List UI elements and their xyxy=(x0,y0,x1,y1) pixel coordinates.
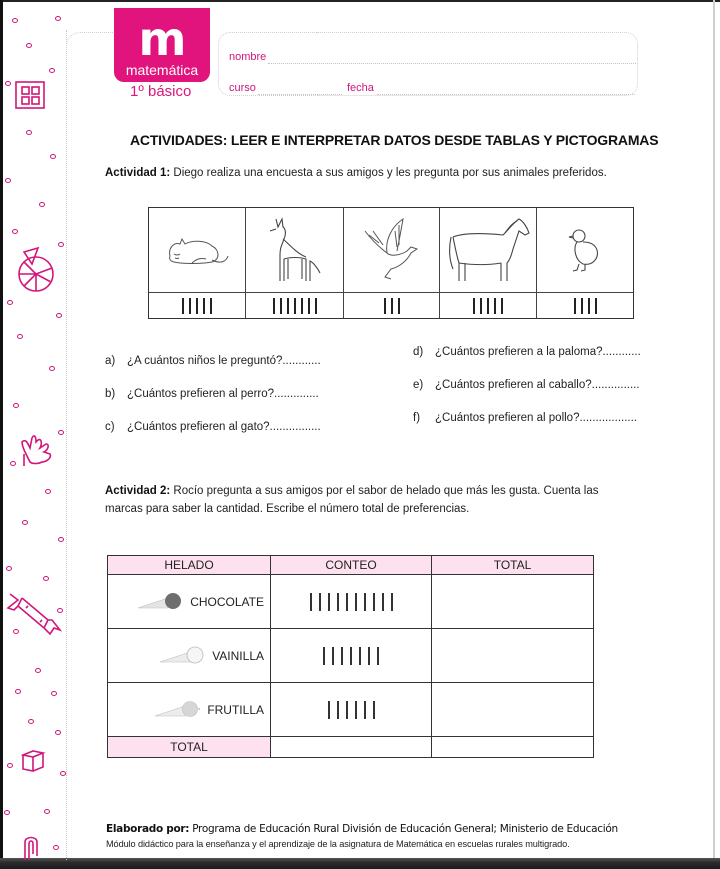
animal-cell-caballo xyxy=(440,208,537,293)
pie-slice-icon xyxy=(16,246,56,294)
decor-dot-icon xyxy=(56,313,62,318)
curso-label: curso xyxy=(229,82,256,94)
decor-dot-icon xyxy=(49,68,55,73)
animal-cell-paloma xyxy=(344,208,440,293)
table-row-chocolate xyxy=(108,575,594,629)
decor-dot-icon xyxy=(22,520,28,525)
page-right-edge xyxy=(713,0,715,860)
tally-marks xyxy=(473,298,503,314)
decor-dot-icon xyxy=(13,629,19,634)
matematica-logo xyxy=(114,8,210,82)
chocolate-ice-cream-icon xyxy=(136,592,184,612)
table-header-row xyxy=(108,556,594,575)
total-total-cell[interactable] xyxy=(432,737,594,758)
decor-dot-icon xyxy=(58,537,64,542)
flavor-label: CHOCOLATE xyxy=(190,594,264,609)
margin-dotted-line xyxy=(66,30,67,860)
cube-icon xyxy=(21,747,47,773)
decor-dot-icon xyxy=(10,461,16,466)
strawberry-ice-cream-icon xyxy=(153,700,201,720)
tally-caballo xyxy=(440,293,537,318)
decor-dot-icon xyxy=(58,242,64,247)
decor-dot-icon xyxy=(5,81,11,86)
tally-perro xyxy=(246,293,344,318)
header-conteo: CONTEO xyxy=(271,556,432,575)
total-label: TOTAL xyxy=(108,737,271,758)
decor-dot-icon xyxy=(45,489,51,494)
header-total: TOTAL xyxy=(432,556,594,575)
window-left-border xyxy=(0,0,3,869)
tally-marks xyxy=(384,298,400,314)
vanilla-ice-cream-icon xyxy=(158,646,206,666)
curso-input-line[interactable] xyxy=(258,94,342,95)
decor-dot-icon xyxy=(17,334,23,339)
activity1-instructions xyxy=(105,164,607,183)
table-row-vainilla xyxy=(108,629,594,683)
animal-cell-perro xyxy=(246,208,344,293)
total-input-frutilla[interactable] xyxy=(432,683,594,737)
decor-dot-icon xyxy=(49,366,55,371)
nombre-input-line[interactable] xyxy=(268,63,636,64)
decor-dot-icon xyxy=(53,845,59,850)
decor-dot-icon xyxy=(35,668,41,673)
chick-icon xyxy=(567,226,603,274)
decor-dot-icon xyxy=(57,608,63,613)
animals-table xyxy=(148,207,634,319)
tally-marks xyxy=(182,298,212,314)
tally-marks xyxy=(271,701,431,719)
decor-dot-icon xyxy=(12,18,18,23)
decor-dot-icon xyxy=(26,130,32,135)
animal-cell-pollo xyxy=(537,208,633,293)
fecha-input-line[interactable] xyxy=(377,94,635,95)
tally-marks xyxy=(271,593,431,611)
decor-dot-icon xyxy=(51,691,57,696)
footer-credit: Elaborado por: Programa de Educación Rural División de Educación General; Ministerio de Educación xyxy=(106,823,618,835)
activity1-label: Actividad 1: xyxy=(105,167,171,179)
decor-dot-icon xyxy=(7,763,13,768)
flavor-label: VAINILLA xyxy=(212,648,264,663)
cat-icon xyxy=(162,230,232,270)
activity2-instructions: Actividad 2: Rocío pregunta a sus amigos por el sabor de helado que más les gusta. Cuenta las xyxy=(105,485,599,497)
question-c: c) ¿Cuántos prefieren al gato?................ xyxy=(105,421,321,433)
logo-word: matemática xyxy=(125,62,199,78)
decor-dot-icon xyxy=(50,154,56,159)
decor-dot-icon xyxy=(12,229,18,234)
total-input-chocolate[interactable] xyxy=(432,575,594,629)
decor-dot-icon xyxy=(5,178,11,183)
tally-marks xyxy=(273,298,317,314)
total-conteo-cell[interactable] xyxy=(271,737,432,758)
tally-marks xyxy=(271,647,431,665)
decor-dot-icon xyxy=(58,430,64,435)
flavor-label: FRUTILLA xyxy=(207,702,264,717)
ice-cream-table xyxy=(107,555,594,758)
animal-cell-gato xyxy=(149,208,246,293)
table-row-frutilla xyxy=(108,683,594,737)
hand-icon xyxy=(18,434,58,470)
grade-label: 1º básico xyxy=(130,83,192,100)
dog-icon xyxy=(266,215,324,285)
tally-gato xyxy=(149,293,246,318)
decor-dot-icon xyxy=(60,771,66,776)
question-f: f) ¿Cuántos prefieren al pollo?.................. xyxy=(413,412,637,424)
paperclip-icon xyxy=(22,834,40,860)
decor-dot-icon xyxy=(4,810,10,815)
logo-letter: m xyxy=(138,12,186,66)
total-input-vainilla[interactable] xyxy=(432,629,594,683)
decor-dot-icon xyxy=(39,202,45,207)
decor-dot-icon xyxy=(15,689,21,694)
decor-dot-icon xyxy=(7,300,13,305)
tally-pollo xyxy=(537,293,633,318)
question-a: a) ¿A cuántos niños le preguntó?............ xyxy=(105,355,321,367)
activity2-label: Actividad 2: xyxy=(105,485,171,497)
decor-dot-icon xyxy=(28,719,34,724)
footer-module: Módulo didáctico para la enseñanza y el aprendizaje de la asignatura de Matemática en escuelas rurales multigrado. xyxy=(106,839,570,849)
header-helado: HELADO xyxy=(108,556,271,575)
decor-dot-icon xyxy=(55,16,61,21)
tally-marks xyxy=(574,298,597,314)
window-top-border xyxy=(0,0,720,2)
activity2-instructions-line2: marcas para saber la cantidad. Escribe el número total de preferencias. xyxy=(105,503,470,515)
decor-dot-icon xyxy=(43,576,49,581)
decor-dot-icon xyxy=(55,730,61,735)
page-title: ACTIVIDADES: LEER E INTERPRETAR DATOS DESDE TABLAS Y PICTOGRAMAS xyxy=(130,132,659,148)
activity1-text: Diego realiza una encuesta a sus amigos y les pregunta por sus animales preferidos. xyxy=(170,167,607,179)
question-e: e) ¿Cuántos prefieren al caballo?............... xyxy=(413,379,640,391)
abacus-frame-icon xyxy=(14,80,48,112)
question-d: d) ¿Cuántos prefieren a la paloma?............ xyxy=(413,346,641,358)
horse-icon xyxy=(443,215,533,285)
decor-dot-icon xyxy=(44,809,50,814)
question-b: b) ¿Cuántos prefieren al perro?.............. xyxy=(105,388,319,400)
tally-paloma xyxy=(344,293,440,318)
table-total-row xyxy=(108,737,594,758)
decor-dot-icon xyxy=(13,403,19,408)
fecha-label: fecha xyxy=(347,82,374,94)
decor-dot-icon xyxy=(6,566,12,571)
window-bottom-bar xyxy=(0,858,720,869)
nombre-label: nombre xyxy=(229,51,267,63)
dove-icon xyxy=(361,217,423,283)
decor-dot-icon xyxy=(26,43,32,48)
